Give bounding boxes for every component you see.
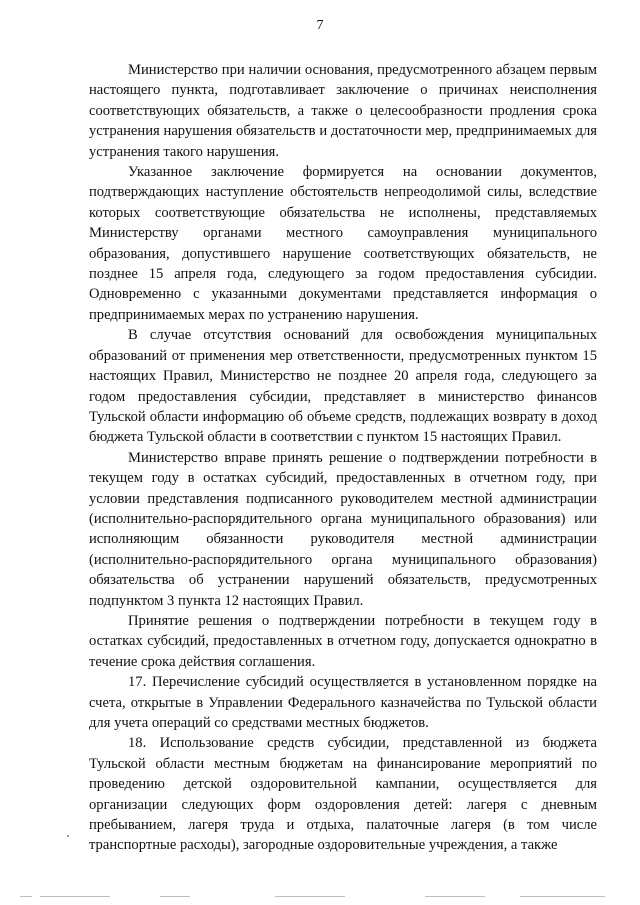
- document-body: [89, 60, 597, 856]
- paragraph-ministry-conclusion: Министерство при наличии основания, предусмотренного абзацем первым настоящего пункта, подготавливает заключение о причинах неисполнения соответствующих обязательств, а также о целесообразности продления срока устранения нарушения обязательств и достаточности мер, предпринимаемых для устранения такого нарушения.: [89, 62, 597, 160]
- paragraph-item-17: 17. Перечисление субсидий осуществляется в установленном порядке на счета, открытые в Управлении Федерального казначейства по Тульской области для учета операций со средствами местных бюджетов.: [89, 674, 597, 731]
- page-number: 7: [316, 18, 324, 33]
- scan-dot: [67, 835, 69, 837]
- paragraph-no-grounds: В случае отсутствия оснований для освобождения муниципальных образований от применения мер ответственности, предусмотренных пунктом 15 настоящих Правил, Министерство не позднее 20 апреля года, следующего за годом предоставления субсидии, представляет в министерство финансов Тульской области информацию об объеме средств, подлежащих возврату в доход бюджета Тульской области в соответствии с пунктом 15 настоящих Правил.: [89, 327, 597, 446]
- paragraph-conclusion-basis: Указанное заключение формируется на основании документов, подтверждающих наступление обстоятельств непреодолимой силы, вследствие которых соответствующие обязательства не исполнены, представляемых Министерству органами местного самоуправления муниципального образования, допустившего нарушение соответствующих обязательств, не позднее 15 апреля года, следующего за годом предоставления субсидии. Одновременно с указанными документами представляется информация о предпринимаемых мерах по устранению нарушения.: [89, 164, 597, 323]
- scan-artifact-strip: [0, 891, 640, 905]
- paragraph-ministry-decision: Министерство вправе принять решение о подтверждении потребности в текущем году в остатках субсидий, предоставленных в отчетном году, при условии представления подписанного руководителем местной администрации (исполнительно-распорядительного органа муниципального образования) или исполняющим обязанности руководителя местной администрации (исполнительно-распорядительного органа муниципального образования) обязательства об устранении нарушений обязательств, предусмотренных подпунктом 3 пункта 12 настоящих Правил.: [89, 449, 597, 609]
- paragraph-item-18: 18. Использование средств субсидии, представленной из бюджета Тульской области местным бюджетам на финансирование мероприятий по проведению детской оздоровительной кампании, осуществляется для организации следующих форм оздоровления детей: лагеря с дневным пребыванием, лагеря труда и отдыха, палаточные лагеря (в том числе транспортные расходы), загородные оздоровительные учреждения, а также: [89, 735, 597, 854]
- paragraph-decision-once: Принятие решения о подтверждении потребности в текущем году в остатках субсидий, предоставленных в отчетном году, допускается однократно в течение срока действия соглашения.: [89, 612, 597, 670]
